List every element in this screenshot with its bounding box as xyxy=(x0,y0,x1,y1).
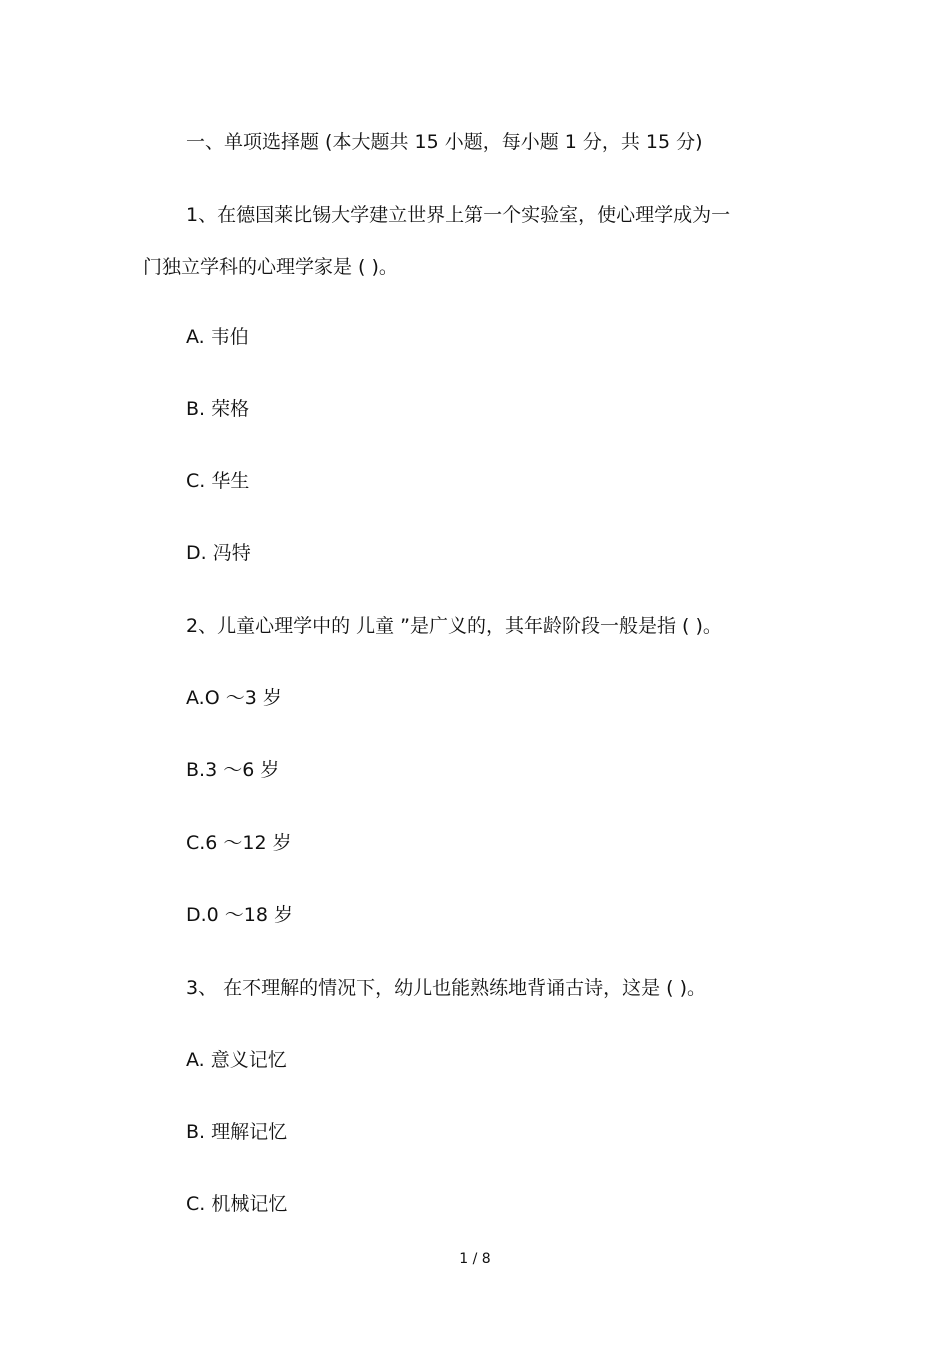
question-1-option-c: C. 华生 xyxy=(186,470,250,492)
question-2-stem: 2、儿童心理学中的 儿童 ”是广义的，其年龄阶段一般是指 ( )。 xyxy=(186,615,722,637)
question-3-option-c: C. 机械记忆 xyxy=(186,1193,288,1215)
question-2-option-a: A.O ～3 岁 xyxy=(186,687,282,709)
question-1-stem: 1、在德国莱比锡大学建立世界上第一个实验室，使心理学成为一 xyxy=(186,204,731,226)
section-heading: 一、单项选择题 (本大题共 15 小题，每小题 1 分，共 15 分) xyxy=(186,131,703,153)
question-3-stem: 3、 在不理解的情况下，幼儿也能熟练地背诵古诗，这是 ( )。 xyxy=(186,977,707,999)
page-indicator: 1 / 8 xyxy=(459,1251,491,1267)
question-2-option-b: B.3 ～6 岁 xyxy=(186,759,280,781)
question-2-option-c: C.6 ～12 岁 xyxy=(186,832,292,854)
question-1-stem-continued: 门独立学科的心理学家是 ( )。 xyxy=(143,256,398,278)
question-3-option-a: A. 意义记忆 xyxy=(186,1049,287,1071)
question-1-option-d: D. 冯特 xyxy=(186,542,251,564)
question-3-option-b: B. 理解记忆 xyxy=(186,1121,288,1143)
question-2-option-d: D.0 ～18 岁 xyxy=(186,904,294,926)
question-1-option-a: A. 韦伯 xyxy=(186,326,249,348)
question-1-option-b: B. 荣格 xyxy=(186,398,250,420)
